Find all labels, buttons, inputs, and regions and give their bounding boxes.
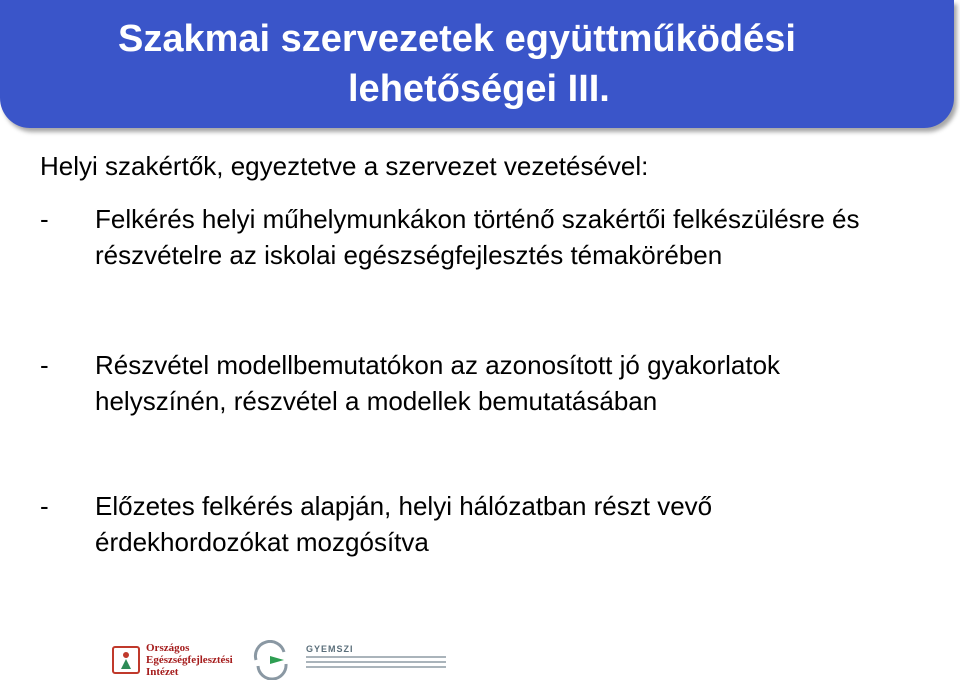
gyemszi-logo-subtext bbox=[306, 656, 446, 671]
footer-logos bbox=[112, 640, 452, 680]
bullet-dash: - bbox=[40, 204, 49, 234]
bullet-text: Előzetes felkérés alapján, helyi hálózatban részt vevő érdekhordozókat mozgósítva bbox=[95, 491, 713, 557]
title-banner bbox=[0, 0, 954, 128]
slide-title-line-2: lehetőségei III. bbox=[348, 68, 610, 110]
oefi-logo bbox=[112, 640, 242, 680]
gyemszi-logo bbox=[250, 640, 450, 680]
bullet-dash: - bbox=[40, 350, 49, 380]
bullet-text: Felkérés helyi műhelymunkákon történő szakértői felkészülésre és részvételre az iskolai egészségfejlesztés témakörében bbox=[95, 204, 860, 270]
intro-text: Helyi szakértők, egyeztetve a szervezet vezetésével: bbox=[40, 151, 649, 181]
bullet-text: Részvétel modellbemutatókon az azonosított jó gyakorlatok helyszínén, részvétel a modellek bemutatásában bbox=[95, 350, 781, 416]
gyemszi-logo-name: GYEMSZI bbox=[306, 644, 354, 654]
bullet-dash: - bbox=[40, 491, 49, 521]
slide-title-line-1: Szakmai szervezetek együttműködési bbox=[118, 18, 796, 60]
oefi-logo-text: Országos Egészségfejlesztési Intézet bbox=[146, 642, 233, 678]
oefi-logo-icon bbox=[112, 646, 140, 674]
gyemszi-logo-icon bbox=[250, 640, 302, 680]
